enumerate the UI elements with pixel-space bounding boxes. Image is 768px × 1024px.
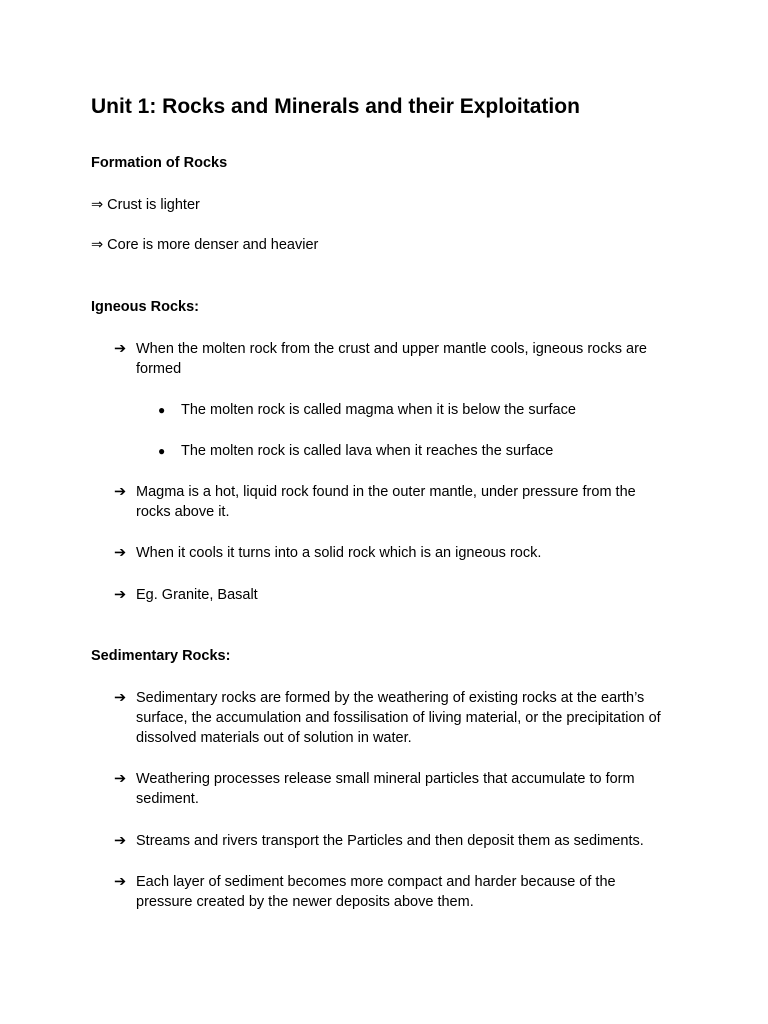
sub-list-item <box>158 400 678 420</box>
list-item-text: Magma is a hot, liquid rock found in the outer mantle, under pressure from the rocks above it. <box>136 484 636 520</box>
formation-line: ⇒ Core is more denser and heavier <box>91 237 319 253</box>
arrow-icon: ➔ <box>114 341 127 357</box>
arrow-icon: ➔ <box>114 545 127 561</box>
list-item-text: Each layer of sediment becomes more compact and harder because of the pressure created by the newer deposits above them. <box>136 874 616 910</box>
arrow-icon: ➔ <box>114 690 127 706</box>
page-title: Unit 1: Rocks and Minerals and their Exploitation <box>91 95 580 118</box>
list-item <box>114 831 674 851</box>
arrow-icon: ➔ <box>114 833 127 849</box>
arrow-icon: ➔ <box>114 484 127 500</box>
bullet-icon: ● <box>158 444 166 458</box>
formation-line: ⇒ Crust is lighter <box>91 197 200 213</box>
list-item-text: Sedimentary rocks are formed by the weathering of existing rocks at the earth’s surface, the accumulation and fossilisation of living material, or the precipitation of dissolved materials out of solution in water. <box>136 690 661 746</box>
sub-list-item-text: The molten rock is called lava when it reaches the surface <box>181 443 554 459</box>
list-item <box>114 688 674 748</box>
list-item-text: Streams and rivers transport the Particles and then deposit them as sediments. <box>136 833 644 849</box>
section-heading-formation: Formation of Rocks <box>91 155 228 171</box>
list-item-text: Weathering processes release small mineral particles that accumulate to form sediment. <box>136 771 635 807</box>
list-item <box>114 585 674 605</box>
list-item <box>114 339 674 379</box>
section-heading-igneous: Igneous Rocks: <box>91 299 199 315</box>
list-item <box>114 769 674 809</box>
bullet-icon: ● <box>158 403 166 417</box>
list-item <box>114 482 674 522</box>
list-item-text: When the molten rock from the crust and upper mantle cools, igneous rocks are formed <box>136 341 647 377</box>
list-item-text: Eg. Granite, Basalt <box>136 587 258 603</box>
list-item-text: When it cools it turns into a solid rock which is an igneous rock. <box>136 545 542 561</box>
list-item <box>114 872 674 912</box>
section-heading-sedimentary: Sedimentary Rocks: <box>91 648 231 664</box>
arrow-icon: ➔ <box>114 771 127 787</box>
sub-list-item <box>158 441 678 461</box>
arrow-icon: ➔ <box>114 587 127 603</box>
list-item <box>114 543 674 563</box>
arrow-icon: ➔ <box>114 874 127 890</box>
sub-list-item-text: The molten rock is called magma when it is below the surface <box>181 402 576 418</box>
